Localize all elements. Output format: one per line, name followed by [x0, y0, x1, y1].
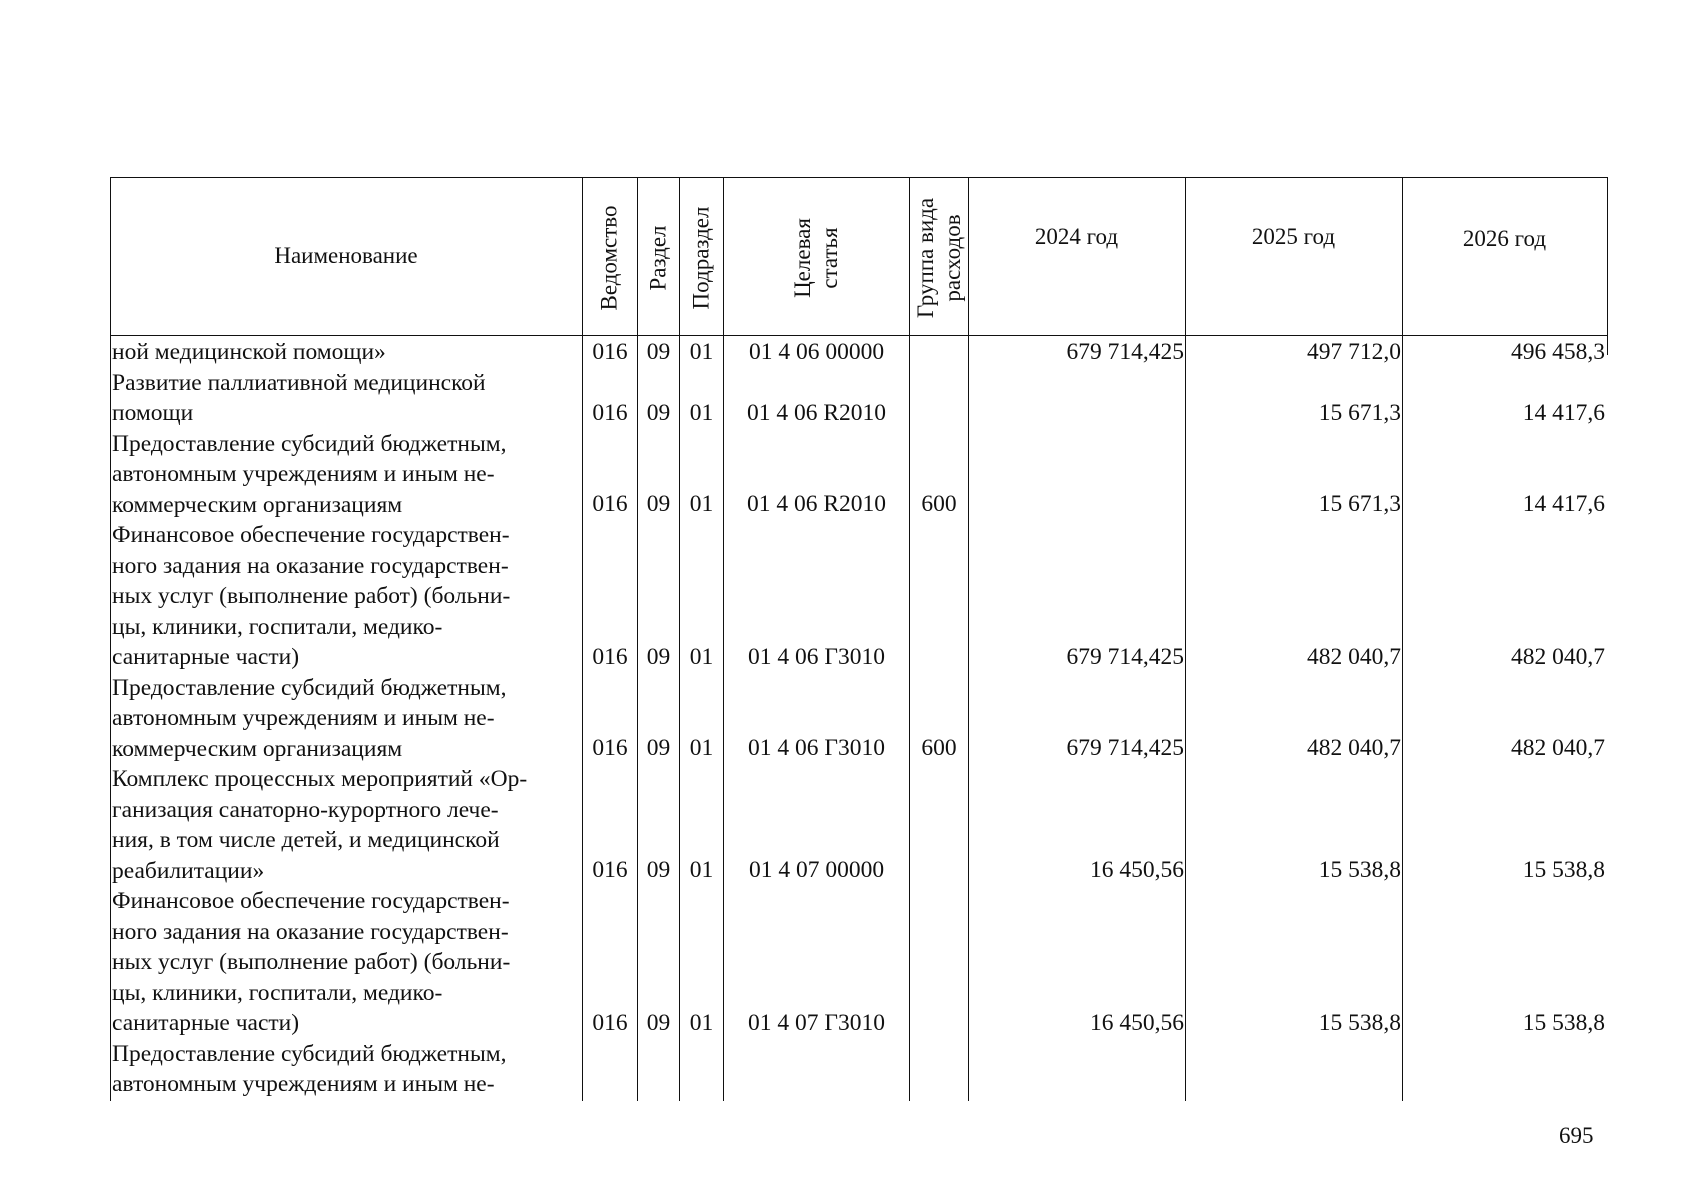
cell-2025: 482 040,7	[1307, 643, 1401, 670]
cell-name-line: коммерческим организациям	[112, 491, 403, 518]
header-tselevaya-line2: статья	[817, 227, 842, 289]
cell-podrazdel: 01	[689, 735, 714, 761]
cell-target: 01 4 06 Г3010	[748, 735, 885, 761]
cell-2026: 14 417,6	[1522, 399, 1605, 426]
table-row	[110, 337, 1608, 368]
cell-name-line: Предоставление субсидий бюджетным,	[112, 1040, 507, 1067]
cell-target: 01 4 06 00000	[748, 338, 885, 365]
cell-name	[112, 337, 580, 368]
cell-2024: 16 450,56	[1090, 857, 1184, 883]
cell-2025: 15 538,8	[1318, 1009, 1401, 1036]
cell-podrazdel: 01	[689, 399, 714, 426]
cell-2025: 15 671,3	[1318, 491, 1401, 517]
cell-group: 600	[921, 735, 957, 761]
table-row	[110, 368, 1608, 429]
cell-name	[112, 1039, 580, 1100]
cell-vedomstvo: 016	[592, 491, 628, 517]
cell-name-line: ния, в том числе детей, и медицинской	[112, 827, 500, 853]
cell-2024: 679 714,425	[1066, 338, 1184, 365]
cell-podrazdel: 01	[689, 491, 714, 517]
cell-name-line: Финансовое обеспечение государствен-	[112, 522, 510, 548]
cell-name-line: помощи	[112, 400, 194, 426]
cell-2026: 15 538,8	[1522, 857, 1605, 883]
cell-name-line: цы, клиники, госпитали, медико-	[112, 979, 443, 1006]
cell-name-line: Комплекс процессных мероприятий «Ор-	[112, 766, 528, 792]
cell-name-line: автономным учреждениям и иным не-	[112, 461, 495, 487]
cell-razdel: 09	[646, 857, 671, 883]
cell-name-line: ных услуг (выполнение работ) (больни-	[112, 583, 511, 609]
table-row	[110, 520, 1608, 673]
header-podrazdel: Подраздел	[688, 206, 714, 310]
header-vedomstvo: Ведомство	[596, 205, 622, 311]
cell-2025: 482 040,7	[1307, 735, 1401, 761]
cell-name	[112, 886, 580, 1039]
cell-name-line: цы, клиники, госпитали, медико-	[112, 613, 443, 640]
budget-table	[110, 177, 1608, 1101]
table-row	[110, 1039, 1608, 1100]
cell-2024: 679 714,425	[1066, 643, 1184, 670]
cell-name-line: Развитие паллиативной медицинской	[112, 369, 486, 396]
cell-podrazdel: 01	[689, 857, 714, 883]
cell-razdel: 09	[646, 643, 671, 670]
cell-vedomstvo: 016	[592, 857, 628, 883]
cell-vedomstvo: 016	[592, 735, 628, 761]
cell-name-line: санитарные части)	[112, 1010, 300, 1036]
cell-2024: 679 714,425	[1066, 735, 1184, 761]
cell-podrazdel: 01	[689, 338, 714, 365]
header-tselevaya	[789, 218, 843, 298]
header-name: Наименование	[274, 242, 418, 268]
cell-razdel: 09	[646, 1009, 671, 1036]
cell-vedomstvo: 016	[592, 399, 628, 426]
cell-name-line: автономным учреждениям и иным не-	[112, 705, 495, 731]
cell-name-line: санитарные части)	[112, 644, 300, 670]
cell-name-line: коммерческим организациям	[112, 735, 403, 762]
cell-target: 01 4 07 Г3010	[748, 1009, 885, 1036]
cell-name	[112, 520, 580, 673]
cell-name-line: ганизация санаторно-курортного лече-	[112, 796, 499, 823]
table-row	[110, 429, 1608, 521]
cell-target: 01 4 06 R2010	[746, 399, 887, 426]
cell-2026: 15 538,8	[1522, 1009, 1605, 1036]
cell-2025: 15 538,8	[1318, 857, 1401, 883]
cell-podrazdel: 01	[689, 643, 714, 670]
cell-vedomstvo: 016	[592, 643, 628, 670]
cell-2026: 482 040,7	[1511, 643, 1605, 670]
cell-name-line: Финансовое обеспечение государствен-	[112, 888, 510, 914]
cell-2026: 482 040,7	[1511, 735, 1605, 761]
header-tselevaya-line1: Целевая	[789, 218, 815, 298]
cell-razdel: 09	[646, 491, 671, 517]
cell-razdel: 09	[646, 735, 671, 761]
cell-target: 01 4 06 R2010	[746, 491, 887, 517]
header-2026: 2026 год	[1462, 225, 1547, 251]
cell-2024: 16 450,56	[1090, 1009, 1184, 1036]
cell-2026: 496 458,3	[1511, 338, 1605, 365]
cell-target: 01 4 07 00000	[748, 857, 885, 883]
col-line-9	[1607, 177, 1608, 355]
cell-razdel: 09	[646, 399, 671, 426]
cell-vedomstvo: 016	[592, 1009, 628, 1036]
cell-group: 600	[921, 491, 957, 517]
header-gruppa	[912, 198, 966, 318]
header-2024: 2024 год	[1034, 223, 1119, 249]
cell-name	[112, 764, 580, 886]
cell-2025: 15 671,3	[1318, 399, 1401, 426]
page-number: 695	[1559, 1123, 1594, 1148]
cell-name	[112, 429, 580, 521]
header-gruppa-line1: Группа вида	[912, 197, 938, 319]
header-gruppa-line2: расходов	[940, 214, 965, 302]
cell-razdel: 09	[646, 338, 671, 365]
header-2025: 2025 год	[1251, 223, 1336, 249]
cell-name-line: ных услуг (выполнение работ) (больни-	[112, 949, 511, 975]
cell-name-line: реабилитации»	[112, 857, 265, 884]
cell-target: 01 4 06 Г3010	[748, 643, 885, 670]
cell-name	[112, 368, 580, 429]
cell-name-line: Предоставление субсидий бюджетным,	[112, 430, 507, 457]
table-row	[110, 886, 1608, 1039]
table-row	[110, 673, 1608, 765]
header-razdel: Раздел	[645, 225, 671, 291]
cell-name-line: Предоставление субсидий бюджетным,	[112, 674, 507, 701]
cell-name-line: автономным учреждениям и иным не-	[112, 1071, 495, 1097]
cell-vedomstvo: 016	[592, 338, 628, 365]
table-row	[110, 764, 1608, 886]
cell-name-line: ной медицинской помощи»	[112, 339, 386, 365]
cell-podrazdel: 01	[689, 1009, 714, 1036]
cell-name-line: ного задания на оказание государствен-	[112, 918, 509, 945]
cell-2026: 14 417,6	[1522, 491, 1605, 517]
cell-2025: 497 712,0	[1307, 338, 1401, 365]
cell-name-line: ного задания на оказание государствен-	[112, 552, 509, 579]
cell-name	[112, 673, 580, 765]
